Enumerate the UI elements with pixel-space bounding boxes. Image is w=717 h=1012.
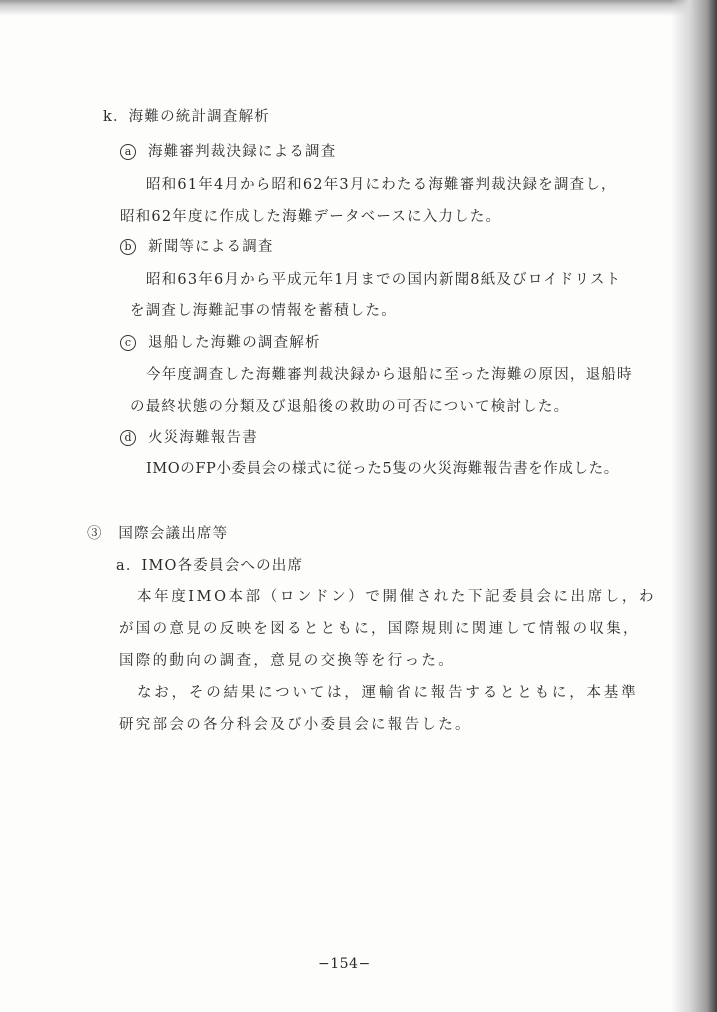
paragraph1-line3: 国際的動向の調査，意見の交換等を行った。 — [119, 653, 455, 669]
item-d-title: 火災海難報告書 — [148, 430, 258, 446]
paragraph2-line2: 研究部会の各分科会及び小委員会に報告した。 — [119, 717, 472, 733]
item-a-title: 海難審判裁決録による調査 — [148, 144, 337, 160]
binding-shadow — [671, 0, 717, 1012]
section-k-heading: k．海難の統計調査解析 — [103, 109, 270, 125]
item-d-heading — [120, 429, 258, 447]
item-b-line2: を調査し海難記事の情報を蓄積した。 — [130, 303, 397, 319]
scan-top-edge — [0, 0, 717, 16]
subsection-a-title: a．IMO各委員会への出席 — [116, 558, 304, 574]
item-c-line2: の最終状態の分類及び退船後の救助の可否について検討した。 — [130, 399, 570, 415]
item-d-line1: IMOのFP小委員会の様式に従った5隻の火災海難報告書を作成した。 — [146, 461, 619, 477]
circled-b-marker: b — [120, 239, 136, 255]
item-c-title: 退船した海難の調査解析 — [148, 335, 321, 351]
circled-a-marker: a — [120, 144, 136, 160]
item-a-line2: 昭和62年度に作成した海難データベースに入力した。 — [120, 209, 502, 225]
circled-d-marker: d — [120, 430, 136, 446]
item-c-heading — [120, 334, 321, 352]
circled-c-marker: c — [120, 335, 136, 351]
item-b-line1: 昭和63年6月から平成元年1月までの国内新聞8紙及びロイドリスト — [146, 272, 622, 288]
section-3-heading: ③ 国際会議出席等 — [87, 526, 229, 542]
item-c-line1: 今年度調査した海難審判裁決録から退船に至った海難の原因，退船時 — [146, 367, 633, 383]
page-number: −154− — [318, 956, 371, 972]
item-b-title: 新聞等による調査 — [148, 239, 274, 255]
item-a-line1: 昭和61年4月から昭和62年3月にわたる海難審判裁決録を調査し， — [146, 177, 617, 193]
paragraph1-line1: 本年度IMO本部（ロンドン）で開催された下記委員会に出席し，わ — [137, 589, 657, 605]
paragraph2-line1: なお，その結果については，運輸省に報告するとともに，本基準 — [137, 685, 639, 701]
item-b-heading — [120, 238, 274, 256]
paragraph1-line2: が国の意見の反映を図るとともに，国際規則に関連して情報の収集， — [119, 621, 640, 637]
item-a-heading — [120, 143, 336, 161]
